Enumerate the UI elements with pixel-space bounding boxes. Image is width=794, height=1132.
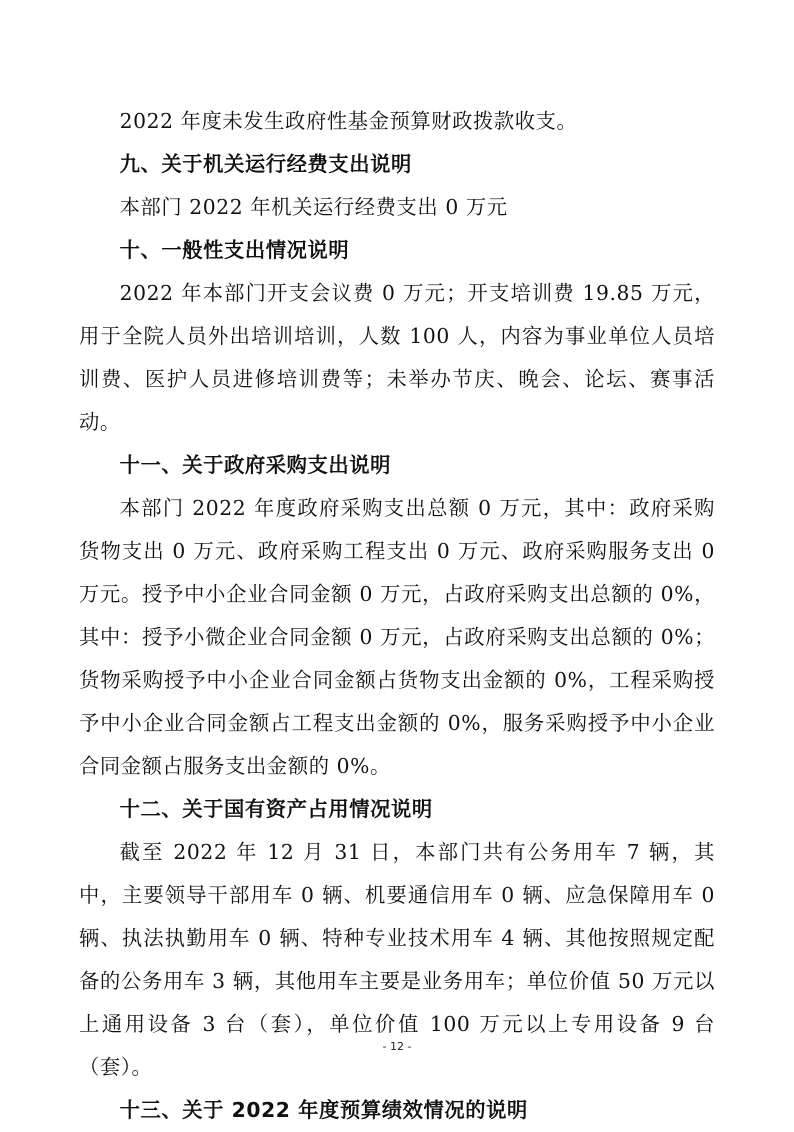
paragraph-section-12: 截至 2022 年 12 月 31 日，本部门共有公务用车 7 辆，其中，主要领导干部用车 0 辆、机要通信用车 0 辆、应急保障用车 0 辆、执法执勤用车 0 辆、特种专业技术用车 4 辆、其他按照规定配备的公务用车 3 辆，其他用车主要是业务用车；单位价值 50 万元以上通用设备 3 台（套），单位价值 100 万元以上专用设备 9 台（套）。 bbox=[79, 840, 715, 1079]
paragraph-government-fund: 2022 年度未发生政府性基金预算财政拨款收支。 bbox=[119, 109, 578, 133]
paragraph-section-9: 本部门 2022 年机关运行经费支出 0 万元 bbox=[119, 195, 508, 219]
document-body bbox=[79, 100, 715, 1132]
page-number: - 12 - bbox=[382, 1040, 412, 1053]
paragraph-section-10: 2022 年本部门开支会议费 0 万元；开支培训费 19.85 万元，用于全院人员外出培训培训，人数 100 人，内容为事业单位人员培训费、医护人员进修培训费等；未举办节庆、晚会、论坛、赛事活动。 bbox=[79, 281, 715, 434]
heading-section-10: 十、一般性支出情况说明 bbox=[119, 238, 350, 262]
heading-section-11: 十一、关于政府采购支出说明 bbox=[119, 453, 392, 477]
heading-section-12: 十二、关于国有资产占用情况说明 bbox=[119, 797, 433, 821]
heading-section-13: 十三、关于 2022 年度预算绩效情况的说明 bbox=[119, 1098, 528, 1122]
paragraph-section-11: 本部门 2022 年度政府采购支出总额 0 万元，其中：政府采购货物支出 0 万元、政府采购工程支出 0 万元、政府采购服务支出 0 万元。授予中小企业合同金额 0 万元，占政府采购支出总额的 0%，其中：授予小微企业合同金额 0 万元，占政府采购支出总额的 0%；货物采购授予中小企业合同金额占货物支出金额的 0%，工程采购授予中小企业合同金额占工程支出金额的 0%，服务采购授予中小企业合同金额占服务支出金额的 0%。 bbox=[79, 496, 715, 778]
heading-section-9: 九、关于机关运行经费支出说明 bbox=[119, 152, 412, 176]
